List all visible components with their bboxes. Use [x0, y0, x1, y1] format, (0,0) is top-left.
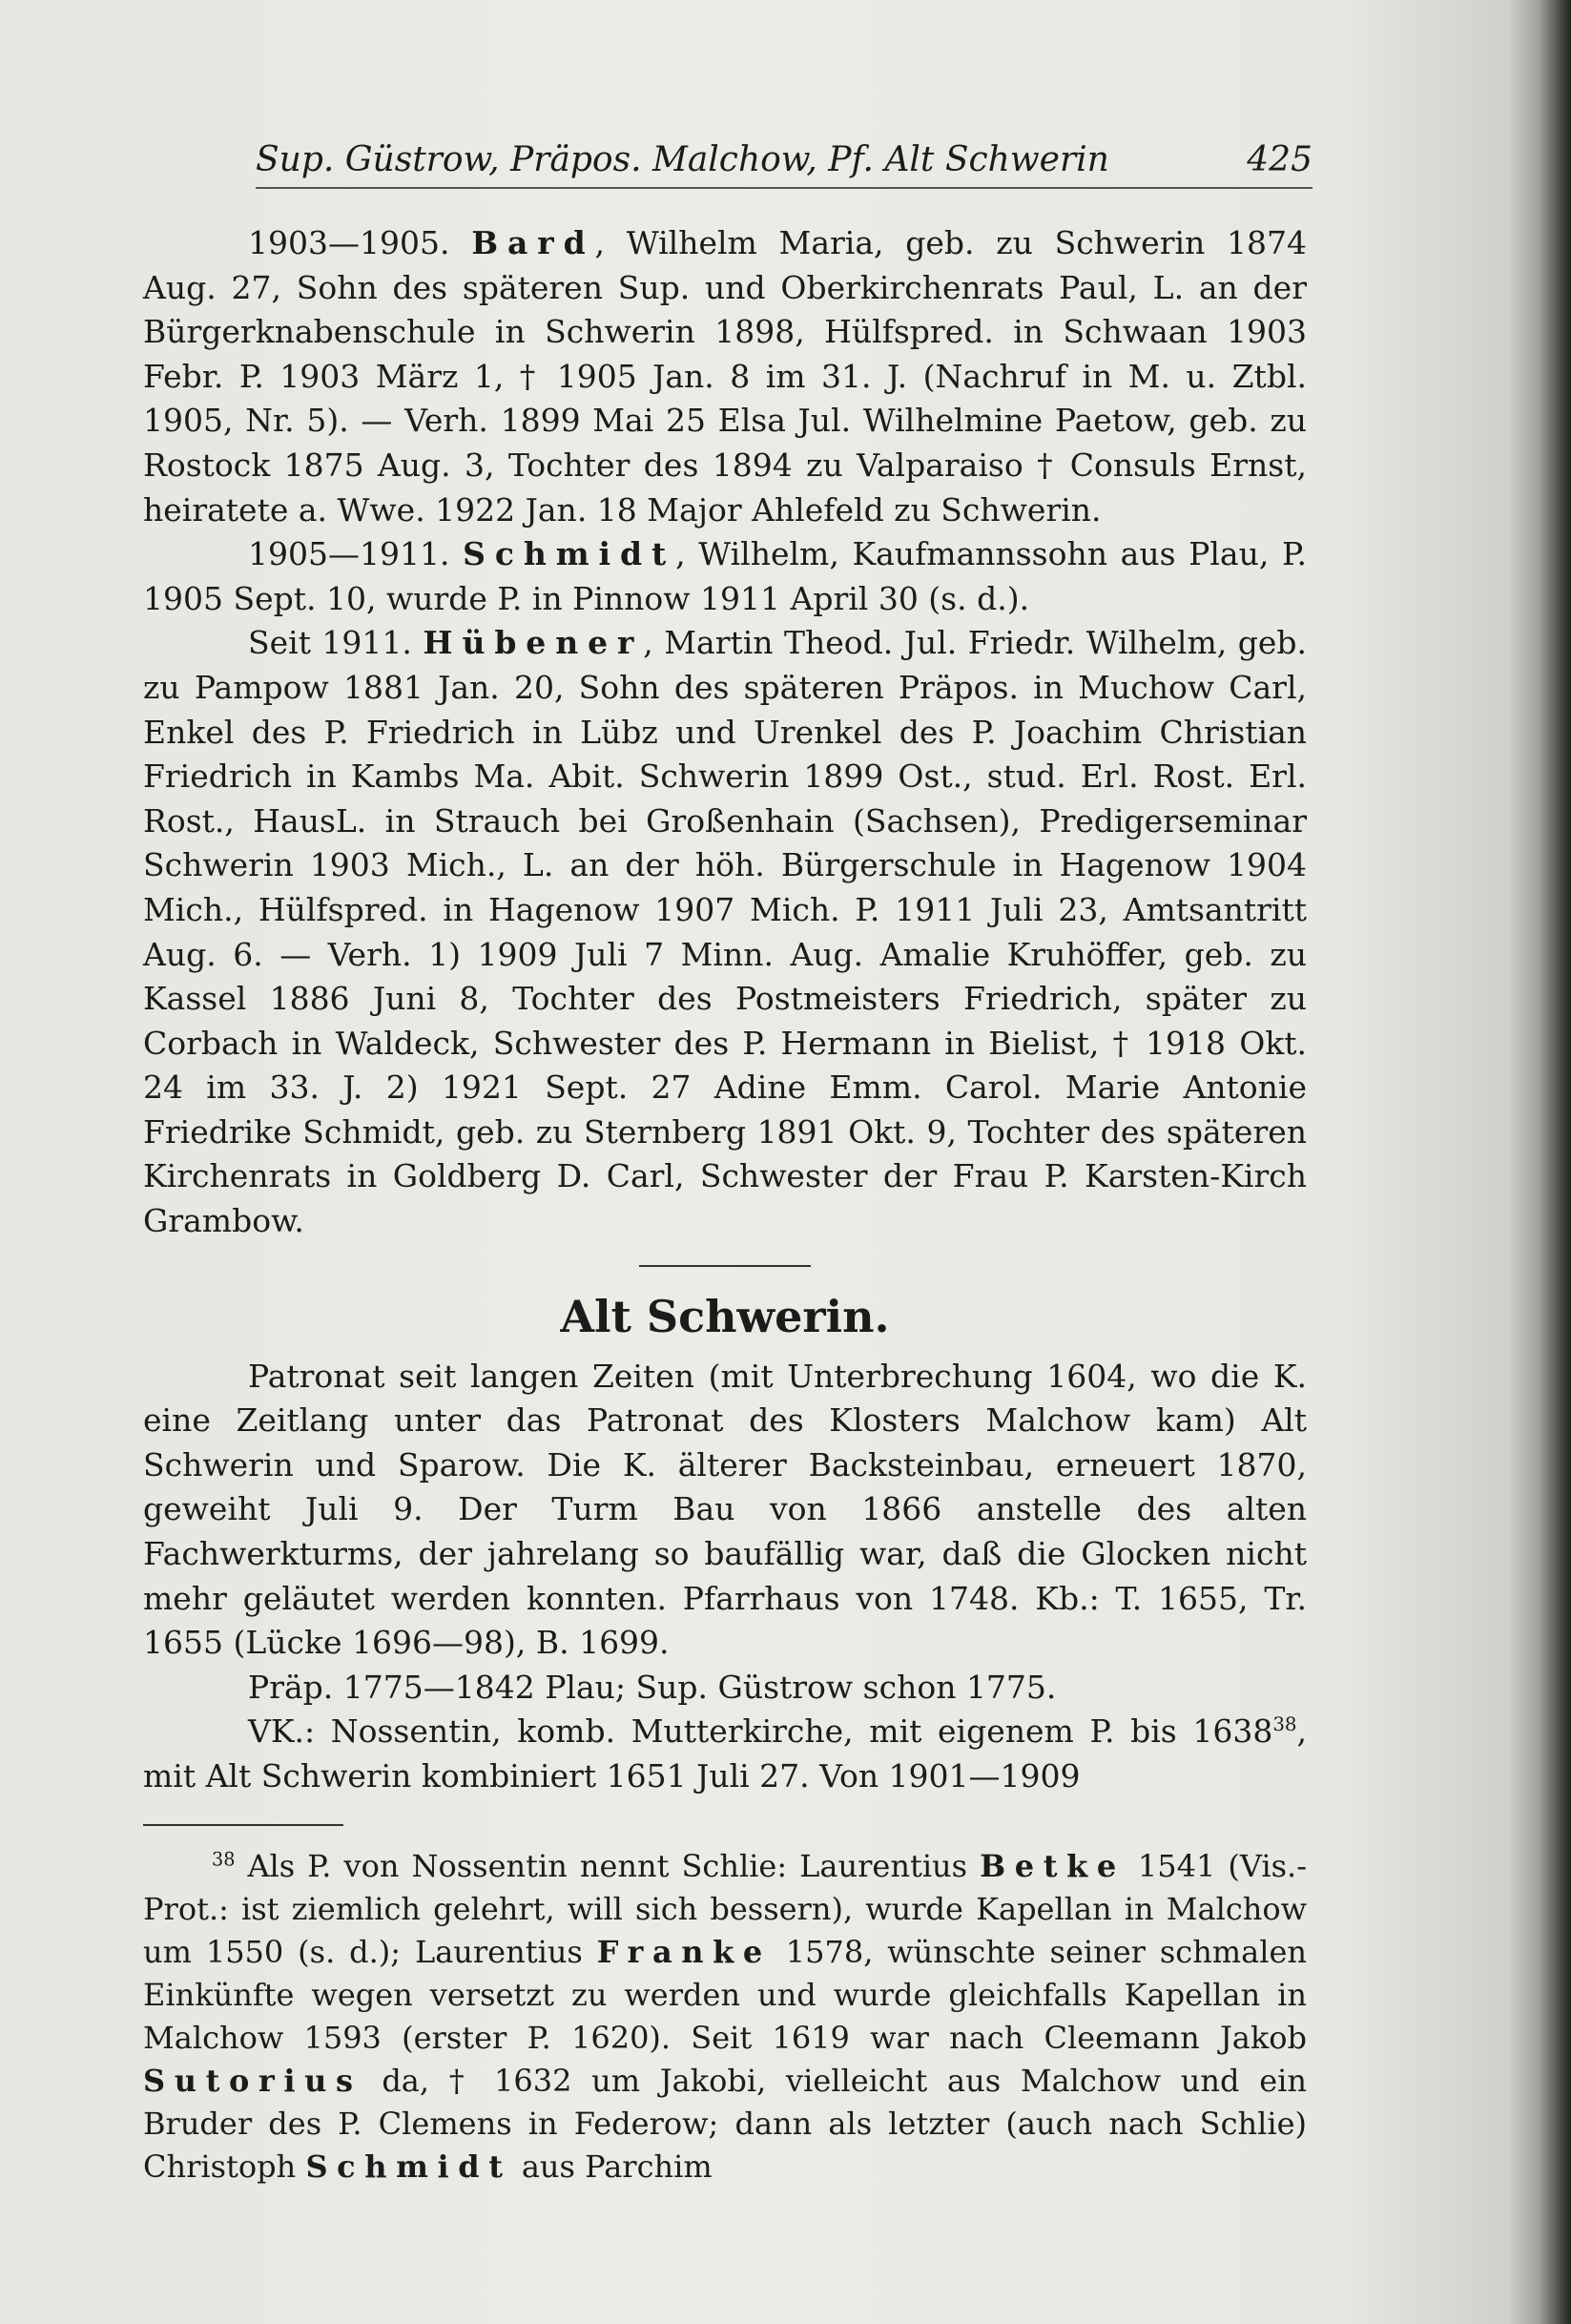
- header-rule: [256, 187, 1313, 189]
- entry-schmidt: [143, 532, 1307, 621]
- main-text: [143, 221, 1307, 2189]
- entry-years: 1905—1911.: [248, 535, 450, 573]
- entry-name: Hübener: [423, 624, 644, 662]
- entry-huebener: [143, 621, 1307, 1243]
- footnote-name: Betke: [980, 1847, 1126, 1884]
- footnote-38: [143, 1845, 1307, 2189]
- entry-text: , Martin Theod. Jul. Friedr. Wilhelm, geb. zu Pampow 1881 Jan. 20, Sohn des späteren Präpos. in Muchow Carl, Enkel des P. Friedrich in Lübz und Urenkel des P. Joachim Christian Friedrich in Kambs Ma. Abit. Schwerin 1899 Ost., stud. Erl. Rost. Erl. Rost., HausL. in Strauch bei Großenhain (Sachsen), Predigerseminar Schwerin 1903 Mich., L. an der höh. Bürgerschule in Hagenow 1904 Mich., Hülfspred. in Hagenow 1907 Mich. P. 1911 Juli 23, Amtsantritt Aug. 6. — Verh. 1) 1909 Juli 7 Minn. Aug. Amalie Kruhöffer, geb. zu Kassel 1886 Juni 8, Tochter des Postmeisters Friedrich, später zu Corbach in Waldeck, Schwester des P. Hermann in Bielist, † 1918 Okt. 24 im 33. J. 2) 1921 Sept. 27 Adine Emm. Carol. Marie Antonie Friedrike Schmidt, geb. zu Sternberg 1891 Okt. 9, Tochter des späteren Kirchenrats in Goldberg D. Carl, Schwester der Frau P. Karsten-Kirch Grambow.: [143, 624, 1307, 1240]
- footnote-divider: [143, 1824, 343, 1826]
- footnote-text: aus Parchim: [511, 2148, 713, 2185]
- entry-name: Schmidt: [463, 535, 676, 573]
- running-title: Sup. Güstrow, Präpos. Malchow, Pf. Alt Schwerin: [256, 140, 1109, 179]
- footnote-name: Sutorius: [143, 2062, 362, 2099]
- vk-text-end: , mit Alt Schwerin kombiniert 1651 Juli 27. Von 1901—1909: [143, 1712, 1307, 1795]
- running-header: [256, 132, 1313, 179]
- footnote-text: Als P. von Nossentin nennt Schlie: Laurentius: [235, 1847, 981, 1884]
- section-title: Alt Schwerin.: [560, 1290, 890, 1342]
- vk-paragraph: [143, 1710, 1307, 1798]
- entry-years: 1903—1905.: [248, 224, 450, 261]
- entry-years: Seit 1911.: [248, 624, 412, 662]
- section-paragraph: Präp. 1775—1842 Plau; Sup. Güstrow schon 1775.: [248, 1668, 1057, 1706]
- footnote-text: da, † 1632 um Jakobi, vielleicht aus Malchow und ein Bruder des P. Clemens in Federow; dann als letzter (auch nach Schlie) Christoph: [143, 2062, 1307, 2185]
- footnote-marker: 38: [212, 1847, 236, 1870]
- footnote-text: 1541 (Vis.-Prot.: ist ziemlich gelehrt, will sich bessern), wurde Kapellan in Malchow um 1550 (s. d.); Laurentius: [143, 1847, 1308, 1970]
- section-paragraph: Patronat seit langen Zeiten (mit Unterbrechung 1604, wo die K. eine Zeitlang unter das Patronat des Klosters Malchow kam) Alt Schwerin und Sparow. Die K. älterer Backsteinbau, erneuert 1870, geweiht Juli 9. Der Turm Bau von 1866 anstelle des alten Fachwerkturms, der jahrelang so baufällig war, daß die Glocken nicht mehr geläutet werden konnten. Pfarrhaus von 1748. Kb.: T. 1655, Tr. 1655 (Lücke 1696—98), B. 1699.: [143, 1357, 1307, 1662]
- entry-name: Bard: [471, 224, 595, 261]
- footnote-name: Schmidt: [305, 2148, 512, 2185]
- book-gutter-shadow: [1539, 0, 1571, 2324]
- page-number: 425: [1247, 140, 1313, 179]
- entry-text: , Wilhelm, Kaufmannssohn aus Plau, P. 1905 Sept. 10, wurde P. in Pinnow 1911 April 30 (s. d.).: [143, 535, 1307, 617]
- footnote-reference: 38: [1272, 1713, 1297, 1736]
- entry-text: , Wilhelm Maria, geb. zu Schwerin 1874 Aug. 27, Sohn des späteren Sup. und Oberkirchenrats Paul, L. an der Bürgerknabenschule in Schwerin 1898, Hülfspred. in Schwaan 1903 Febr. P. 1903 März 1, † 1905 Jan. 8 im 31. J. (Nachruf in M. u. Ztbl. 1905, Nr. 5). — Verh. 1899 Mai 25 Elsa Jul. Wilhelmine Paetow, geb. zu Rostock 1875 Aug. 3, Tochter des 1894 zu Valparaiso † Consuls Ernst, heiratete a. Wwe. 1922 Jan. 18 Major Ahlefeld zu Schwerin.: [143, 224, 1307, 529]
- footnote-text: 1578, wünschte seiner schmalen Einkünfte wegen versetzt zu werden und wurde gleichfalls Kapellan in Malchow 1593 (erster P. 1620). Seit 1619 war nach Cleemann Jakob: [143, 1933, 1308, 2056]
- section-divider: [639, 1265, 811, 1267]
- footnote-name: Franke: [596, 1933, 772, 1970]
- vk-text-start: VK.: Nossentin, komb. Mutterkirche, mit eigenem P. bis 1638: [248, 1712, 1273, 1751]
- entry-bard: [143, 221, 1307, 532]
